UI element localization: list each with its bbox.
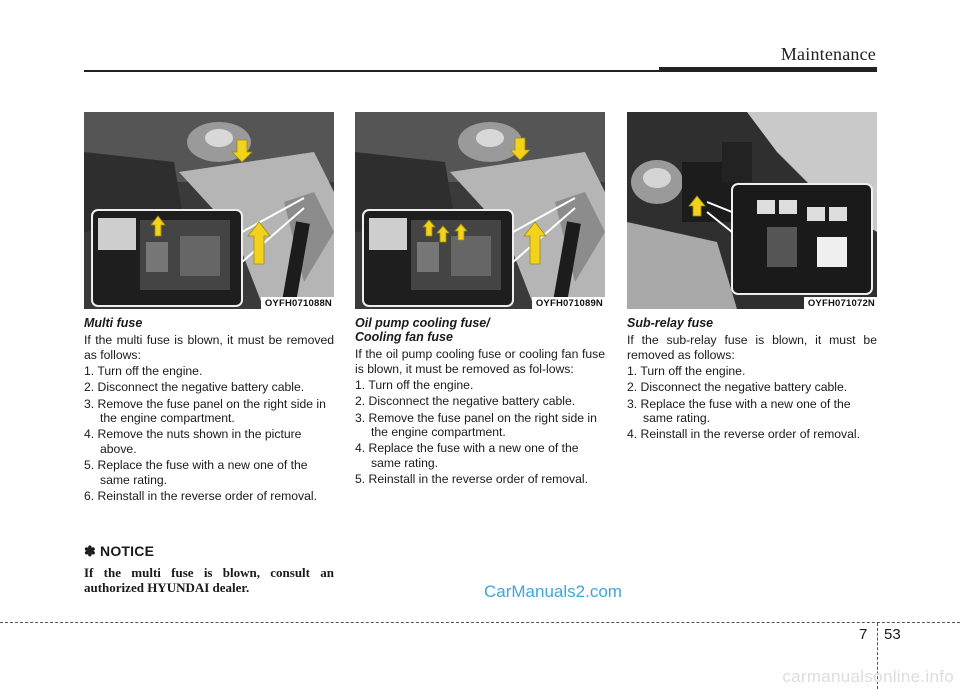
list-item: 4. Replace the fuse with a new one of the same rating. xyxy=(355,441,579,470)
list-item: 1. Turn off the engine. xyxy=(84,364,203,379)
section-intro: If the sub-relay fuse is blown, it must be removed as follows: xyxy=(627,333,877,362)
image-code-label: OYFH071089N xyxy=(532,297,605,309)
chapter-number: 7 xyxy=(859,626,868,643)
steps-list xyxy=(355,378,605,487)
list-item: 1. Turn off the engine. xyxy=(355,378,474,393)
notice-body: If the multi fuse is blown, consult an authorized HYUNDAI dealer. xyxy=(84,565,334,595)
notice-heading xyxy=(84,543,334,560)
arrow-up-icon xyxy=(355,112,605,309)
steps-list xyxy=(627,364,877,442)
list-item: 3. Remove the fuse panel on the right side in the engine compartment. xyxy=(84,396,326,426)
header-rule-thin xyxy=(84,70,659,72)
section-intro: If the oil pump cooling fuse or cooling fan fuse is blown, it must be removed as fol-lows: xyxy=(355,347,605,376)
list-item: 4. Remove the nuts shown in the picture above. xyxy=(84,427,302,456)
notice-heading-label: NOTICE xyxy=(100,543,155,559)
list-item: 2. Disconnect the negative battery cable. xyxy=(627,380,848,395)
engine-photo-sub-relay-fuse xyxy=(627,112,877,309)
section-intro: If the multi fuse is blown, it must be removed as follows: xyxy=(84,333,334,362)
column-multi-fuse xyxy=(84,112,334,504)
section-title: Multi fuse xyxy=(84,316,143,330)
list-item: 5. Replace the fuse with a new one of the same rating. xyxy=(84,458,308,487)
arrow-up-icon xyxy=(84,112,334,309)
list-item: 5. Reinstall in the reverse order of removal. xyxy=(355,472,589,487)
list-item: 6. Reinstall in the reverse order of removal. xyxy=(84,488,318,503)
arrow-up-icon xyxy=(627,112,877,309)
column-oil-pump-fuse xyxy=(355,112,605,487)
image-code-label: OYFH071072N xyxy=(804,297,877,309)
site-watermark-link[interactable]: CarManuals2.com xyxy=(484,582,622,601)
header-rule-thick xyxy=(659,67,877,72)
notice-box xyxy=(84,543,334,595)
page-header-title: Maintenance xyxy=(780,44,876,64)
page-number: 53 xyxy=(884,626,901,643)
list-item: 3. Replace the fuse with a new one of the same rating. xyxy=(627,396,851,426)
asterisk-icon: ✽ xyxy=(84,543,96,559)
list-item: 4. Reinstall in the reverse order of removal. xyxy=(627,427,861,442)
section-title: Oil pump cooling fuse/ Cooling fan fuse xyxy=(355,316,490,344)
column-sub-relay-fuse xyxy=(627,112,877,442)
engine-photo-oil-pump-fuse xyxy=(355,112,605,309)
list-item: 1. Turn off the engine. xyxy=(627,364,746,379)
list-item: 3. Remove the fuse panel on the right side in the engine compartment. xyxy=(355,410,597,440)
image-code-label: OYFH071088N xyxy=(261,297,334,309)
steps-list xyxy=(84,364,334,503)
footer-divider xyxy=(0,622,960,623)
section-title: Sub-relay fuse xyxy=(627,316,714,330)
bottom-watermark: carmanualsonline.info xyxy=(782,667,954,686)
list-item: 2. Disconnect the negative battery cable. xyxy=(355,394,576,409)
list-item: 2. Disconnect the negative battery cable. xyxy=(84,380,305,395)
engine-photo-multi-fuse xyxy=(84,112,334,309)
